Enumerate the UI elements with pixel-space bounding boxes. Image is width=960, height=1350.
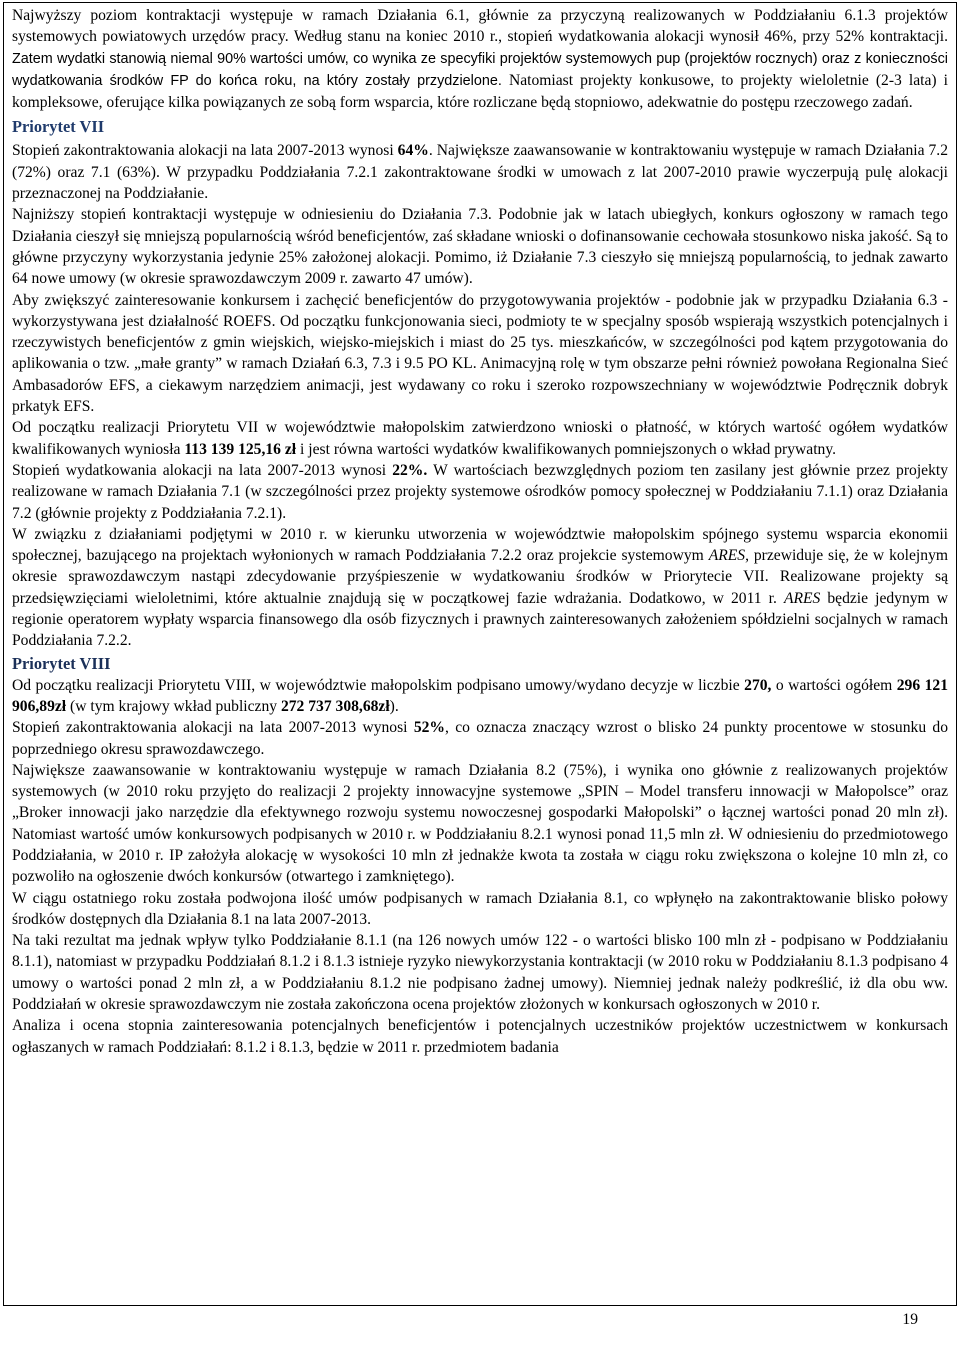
text-run: . Największe zaawansowanie w kontraktowaniu występuje w ramach Działania 7.2 (72%) oraz 7.1 (63%). W przypadku Poddziałania 7.2.1 zakontraktowane środki w umowach z lat 2007-2010 prawie wyczerpują pulę alokacji przeznaczonej na Poddziałanie. <box>12 142 948 203</box>
priority-8-paragraph-5: Na taki rezultat ma jednak wpływ tylko Poddziałanie 8.1.1 (na 126 nowych umów 122 - o wartości blisko 100 mln zł - podpisano w Poddziałaniu 8.1.1), natomiast w przypadku Poddziałań 8.1.2 i 8.1.3 istnieje ryzyko niewykorzystania kontraktacji (w 2010 roku w Poddziałaniu 8.1.3 podpisano 4 umowy o wartości ponad 2 mln zł, a w Poddziałaniu 8.1.2 nie podpisano żadnej umowy). Niemniej jednak należy podkreślić, iż dla obu ww. Poddziałań w okresie sprawozdawczym nie została zakończona ocena projektów złożonych w konkursach ogłoszonych w 2010 r. <box>12 932 948 1014</box>
priority-7-paragraph-3: Aby zwiększyć zainteresowanie konkursem i zachęcić beneficjentów do przygotowywania projektów - podobnie jak w przypadku Działania 6.3 -wykorzystywana jest działalność ROEFS. Od początku funkcjonowania sieci, podmioty te w specjalny sposób wspierają wszystkich potencjalnych i rzeczywistych beneficjentów z gmin wiejskich, wiejsko-miejskich i miast do 25 tys. mieszkańców, w szczególności pod kątem przygotowania do aplikowania o tzw. „małe granty” w ramach Działań 6.3, 7.3 i 9.5 PO KL. Animacyjną rolę w tym obszarze pełni również powołana Regionalna Sieć Ambasadorów EFS, a ciekawym narzędziem animacji, jest wydawany co roku i szeroko rozpowszechniany w województwie Podręcznik dobryk prkatyk EFS. <box>12 291 948 416</box>
intro-text-1: Najwyższy poziom kontraktacji występuje w ramach Działania 6.1, głównie za przyczyną realizowanych w Poddziałaniu 6.1.3 projektów systemowych powiatowych urzędów pracy. Według stanu na koniec 2010 r., stopień wydatkowania alokacji wynosił 46%, przy 52% kontraktacji. <box>12 7 948 46</box>
italic-term: ARES <box>783 589 821 607</box>
text-run: Stopień zakontraktowania alokacji na lata 2007-2013 wynosi <box>12 719 414 737</box>
text-frame <box>3 2 957 1306</box>
priority-7-paragraph-6 <box>12 524 948 652</box>
bold-value: 113 139 125,16 zł <box>184 440 297 458</box>
priority-7-heading: Priorytet VII <box>12 117 105 137</box>
text-run: Stopień wydatkowania alokacji na lata 2007-2013 wynosi <box>12 461 393 479</box>
bold-value: 272 737 308,68zł <box>280 697 390 715</box>
text-run: Stopień zakontraktowania alokacji na lata 2007-2013 wynosi <box>12 142 398 160</box>
text-run: W wartościach bezwzględnych poziom ten zasilany jest głównie przez projekty realizowane w ramach Działania 7.1 (w szczególności przez projekty systemowe ośrodków pomocy społecznej w Poddziałaniu 7.1.1) oraz Działania 7.2 (głównie projekty z Poddziałania 7.2.1). <box>12 461 949 522</box>
intro-paragraph <box>12 5 948 113</box>
bold-value: 64% <box>397 142 429 160</box>
intro-text-2: Zatem wydatki stanowią niemal 90% wartości umów, co wynika ze specyfiki projektów systemowych pup (projektów rocznych) oraz z konieczności wydatkowania środków FP do końca roku, na który zostały przydzielone. <box>12 50 948 89</box>
priority-7-paragraph-5 <box>12 460 948 524</box>
priority-8-paragraph-4: W ciągu ostatniego roku została podwojona ilość umów podpisanych w ramach Działania 8.1, co wpłynęło na zakontraktowanie blisko połowy środków dostępnych dla Działania 8.1 na lata 2007-2013. <box>12 889 948 928</box>
priority-8-paragraph-3: Największe zaawansowanie w kontraktowaniu występuje w ramach Działania 8.2 (75%), i wynika ono głównie z realizowanych projektów systemowych (w 2010 roku przyjęto do realizacji 2 projekty innowacyjne systemowe „SPIN – Model transferu innowacji w Małopolsce” oraz „Broker innowacji jako narzędzie dla efektywnego rozwoju systemu nowoczesnej gospodarki Małopolski” o łącznej wartości ponad 20 mln zł). Natomiast wartość umów konkursowych podpisanych w 2010 r. w Poddziałaniu 8.2.1 wynosi ponad 11,5 mln zł. W odniesieniu do przedmiotowego Poddziałania, w 2010 r. IP założyła alokację w wysokości 10 mln zł jednakże kwota ta została w ciągu roku zwiększona o kolejne 10 mln zł, co pozwoliło na ogłoszenie dwóch konkursów (otwartego i zamkniętego). <box>12 761 948 886</box>
intro-text-3: Natomiast projekty konkusowe, to projekty wieloletnie (2-3 lata) i kompleksowe, oferujące kilka powiązanych ze sobą form wsparcia, które rozliczane będą stopniowo, adekwatnie do postępu rzeczowego zadań. <box>12 71 948 112</box>
text-run: i jest równa wartości wydatków kwalifikowanych pomniejszonych o wkład prywatny. <box>296 440 837 458</box>
priority-8-paragraph-2 <box>12 717 948 760</box>
text-run: (w tym krajowy wkład publiczny <box>66 697 281 715</box>
page-number: 19 <box>902 1311 918 1328</box>
bold-value: 270, <box>744 676 772 694</box>
priority-8-heading: Priorytet VIII <box>12 653 111 673</box>
text-run: W związku z działaniami podjętymi w 2010 r. w kierunku utworzenia w województwie małopolskim spójnego systemu wsparcia ekonomii społecznej, bazującego na projektach wyłonionych w ramach Poddziałania 7.2.2 oraz projekcie systemowym <box>12 525 948 565</box>
text-run: , przewiduje się, że w kolejnym okresie sprawozdawczym nastąpi zdecydowanie przyśpieszenie w wydatkowaniu środków w Priorytecie VII. Realizowane projekty są przedsięwzięciami wieloletnimi, które aktualnie znajdują się w początkowej fazie wdrażania. Dodatkowo, w 2011 r. <box>12 547 948 607</box>
text-run: o wartości ogółem <box>771 676 897 694</box>
text-run: ). <box>389 697 399 715</box>
priority-7-paragraph-4 <box>12 417 948 460</box>
bold-value: 296 121 906,89zł <box>12 676 949 715</box>
text-run: Od początku realizacji Priorytetu VIII, w województwie małopolskim podpisano umowy/wydano decyzje w liczbie <box>12 676 745 694</box>
bold-value: 22%. <box>392 461 428 479</box>
priority-7-paragraph-1 <box>12 140 948 204</box>
text-run: , co oznacza znaczący wzrost o blisko 24 punkty procentowe w stosunku do poprzedniego okresu sprawozdawczego. <box>12 719 949 758</box>
text-run: Od początku realizacji Priorytetu VII w województwie małopolskim zatwierdzono wnioski o płatność, w których wartość ogółem wydatków kwalifikowanych wyniosła <box>12 419 948 458</box>
priority-8-paragraph-1 <box>12 675 948 718</box>
text-run: będzie jedynym w regionie operatorem wypłaty wsparcia finansowego dla osób fizycznych i prawnych zainteresowanych założeniem spółdzielni socjalnych w ramach Poddziałania 7.2.2. <box>12 589 949 650</box>
priority-7-paragraph-2: Najniższy stopień kontraktacji występuje w odniesieniu do Działania 7.3. Podobnie jak w latach ubiegłych, konkurs ogłoszony w ramach tego Działania cieszył się mniejszą popularnością wśród beneficjentów, zaś składane wnioski o dofinansowanie cechowała stosunkowo niska jakość. Są to główne przyczyny wykorzystania jedynie 25% założonej alokacji. Pomimo, iż Działanie 7.3 cieszyło się mniejszą popularnością, to jednak zawarto 64 nowe umowy (w okresie sprawozdawczym 2009 r. zawarto 47 umów). <box>12 206 948 288</box>
priority-8-paragraph-6: Analiza i ocena stopnia zainteresowania potencjalnych beneficjentów i potencjalnych uczestników projektów uczestnictwem w konkursach ogłaszanych w ramach Poddziałań: 8.1.2 i 8.1.3, będzie w 2011 r. przedmiotem badania <box>12 1017 948 1056</box>
italic-term: ARES <box>708 547 746 565</box>
bold-value: 52% <box>413 719 445 737</box>
